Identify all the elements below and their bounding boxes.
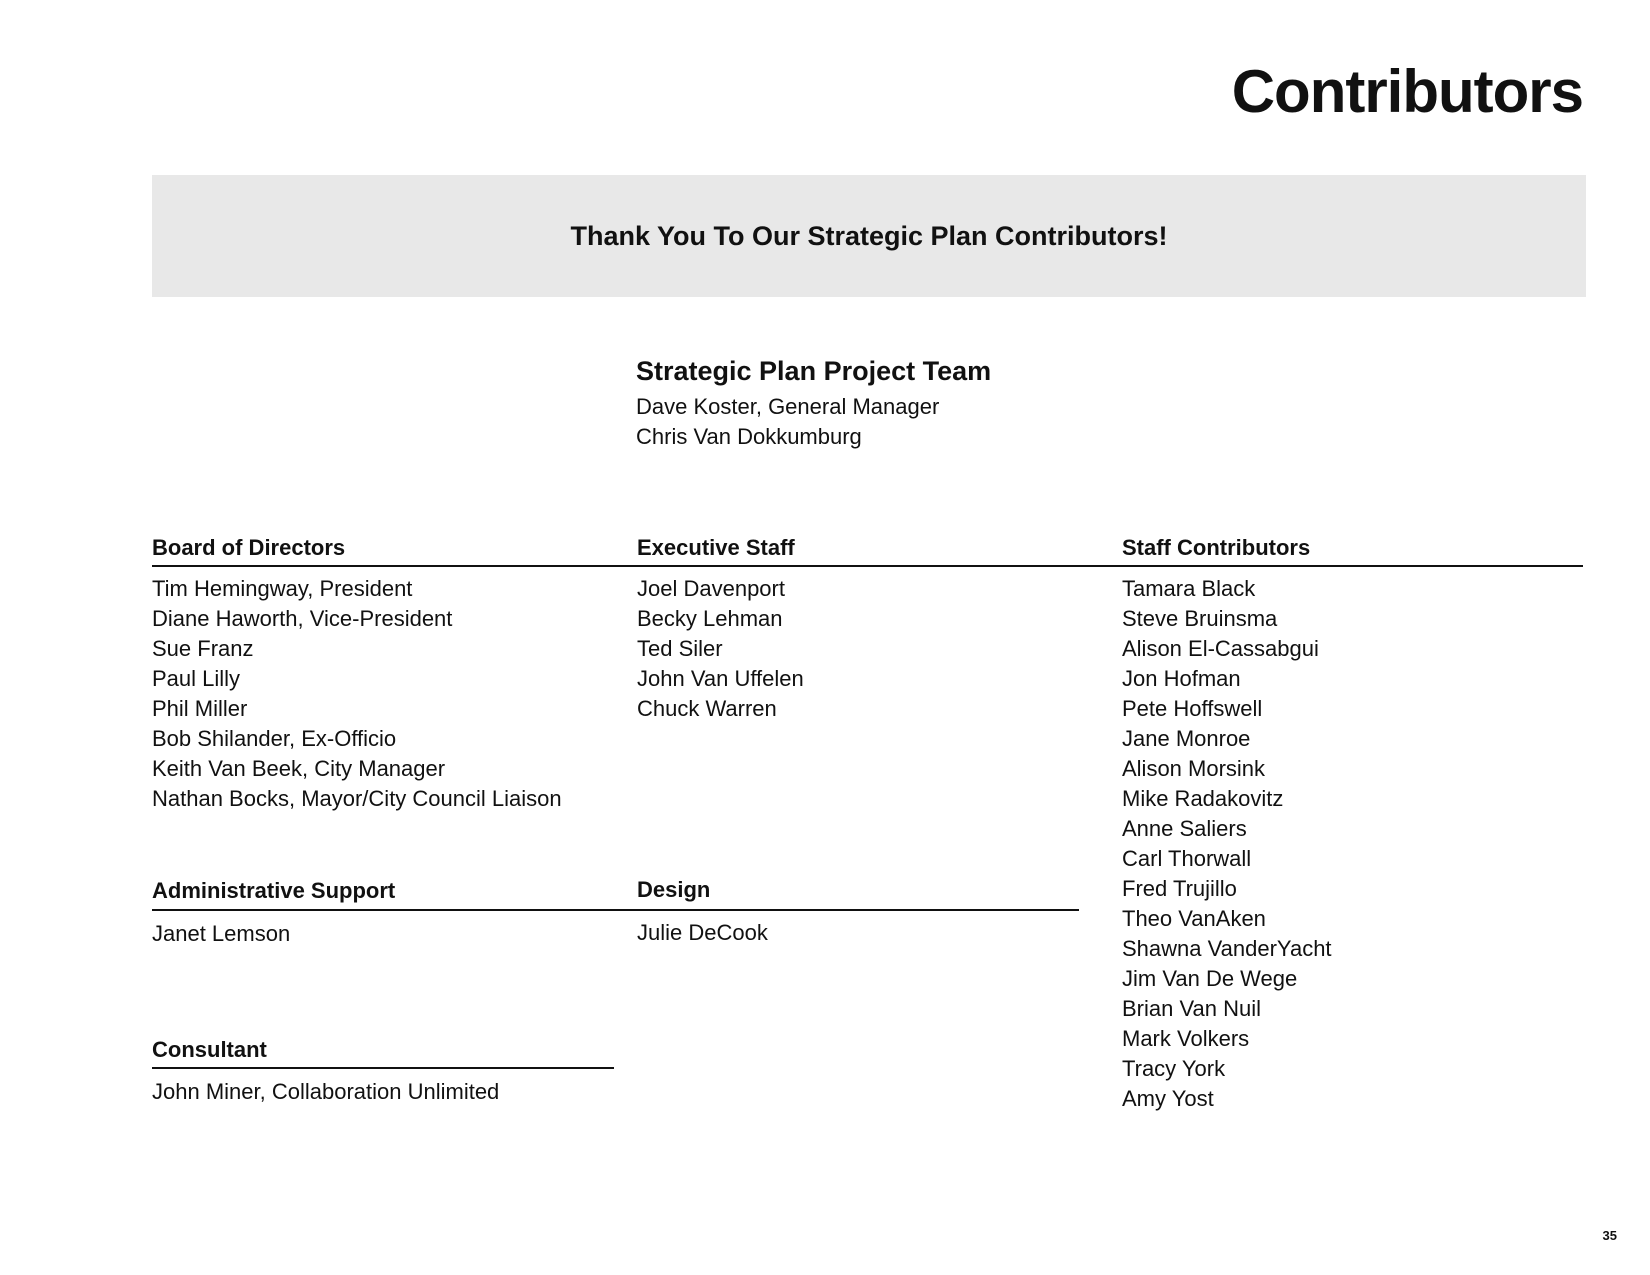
page-number: 35 bbox=[1602, 1228, 1617, 1243]
contributor-name: Keith Van Beek, City Manager bbox=[152, 756, 446, 781]
contributor-name: Mike Radakovitz bbox=[1122, 786, 1284, 811]
consultant-section bbox=[152, 1036, 267, 1070]
design-heading: Design bbox=[637, 877, 711, 902]
staff-heading: Staff Contributors bbox=[1122, 535, 1311, 560]
board-list bbox=[152, 574, 562, 814]
admin-heading: Administrative Support bbox=[152, 878, 396, 903]
consultant-list bbox=[152, 1077, 499, 1107]
contributor-name: Sue Franz bbox=[152, 636, 254, 661]
admin-section bbox=[152, 877, 395, 911]
contributor-name: Brian Van Nuil bbox=[1122, 996, 1261, 1021]
contributor-name: Tim Hemingway, President bbox=[152, 576, 413, 601]
contributor-name: Julie DeCook bbox=[637, 920, 768, 945]
divider-top-row bbox=[152, 565, 1583, 567]
project-team-heading: Strategic Plan Project Team bbox=[636, 356, 992, 386]
contributor-name: Ted Siler bbox=[637, 636, 723, 661]
contributor-name: Tracy York bbox=[1122, 1056, 1226, 1081]
contributor-name: Tamara Black bbox=[1122, 576, 1256, 601]
contributor-name: Alison Morsink bbox=[1122, 756, 1266, 781]
contributor-name: Joel Davenport bbox=[637, 576, 785, 601]
contributor-name: John Van Uffelen bbox=[637, 666, 804, 691]
admin-list bbox=[152, 919, 290, 949]
contributor-name: Theo VanAken bbox=[1122, 906, 1266, 931]
contributor-name: Mark Volkers bbox=[1122, 1026, 1250, 1051]
board-section bbox=[152, 534, 345, 568]
contributor-name: Shawna VanderYacht bbox=[1122, 936, 1332, 961]
consultant-heading: Consultant bbox=[152, 1037, 267, 1062]
thank-you-banner bbox=[152, 175, 1586, 297]
design-section bbox=[637, 876, 710, 910]
contributor-name: Jane Monroe bbox=[1122, 726, 1251, 751]
contributor-name: Nathan Bocks, Mayor/City Council Liaison bbox=[152, 786, 562, 811]
contributor-name: Pete Hoffswell bbox=[1122, 696, 1263, 721]
contributor-name: Anne Saliers bbox=[1122, 816, 1247, 841]
contributor-name: Fred Trujillo bbox=[1122, 876, 1237, 901]
contributor-name: Chuck Warren bbox=[637, 696, 777, 721]
staff-section bbox=[1122, 534, 1310, 568]
contributor-name: Bob Shilander, Ex-Officio bbox=[152, 726, 397, 751]
contributor-name: Steve Bruinsma bbox=[1122, 606, 1278, 631]
contributor-name: Carl Thorwall bbox=[1122, 846, 1252, 871]
project-team-block bbox=[636, 354, 991, 452]
contributor-name: Alison El-Cassabgui bbox=[1122, 636, 1319, 661]
contributor-name: Becky Lehman bbox=[637, 606, 783, 631]
contributor-name: Amy Yost bbox=[1122, 1086, 1214, 1111]
executive-heading: Executive Staff bbox=[637, 535, 795, 560]
contributor-name: Phil Miller bbox=[152, 696, 248, 721]
project-team-member: Dave Koster, General Manager bbox=[636, 394, 940, 419]
contributor-name: John Miner, Collaboration Unlimited bbox=[152, 1079, 500, 1104]
project-team-member: Chris Van Dokkumburg bbox=[636, 424, 862, 449]
contributor-name: Jon Hofman bbox=[1122, 666, 1241, 691]
contributor-name: Diane Haworth, Vice-President bbox=[152, 606, 453, 631]
executive-section bbox=[637, 534, 795, 568]
contributor-name: Jim Van De Wege bbox=[1122, 966, 1298, 991]
design-list bbox=[637, 918, 768, 948]
contributor-name: Paul Lilly bbox=[152, 666, 241, 691]
contributor-name: Janet Lemson bbox=[152, 921, 291, 946]
page-title: Contributors bbox=[1231, 58, 1583, 125]
board-heading: Board of Directors bbox=[152, 535, 346, 560]
staff-list bbox=[1122, 574, 1332, 1114]
banner-text: Thank You To Our Strategic Plan Contributors! bbox=[570, 220, 1168, 251]
executive-list bbox=[637, 574, 804, 724]
